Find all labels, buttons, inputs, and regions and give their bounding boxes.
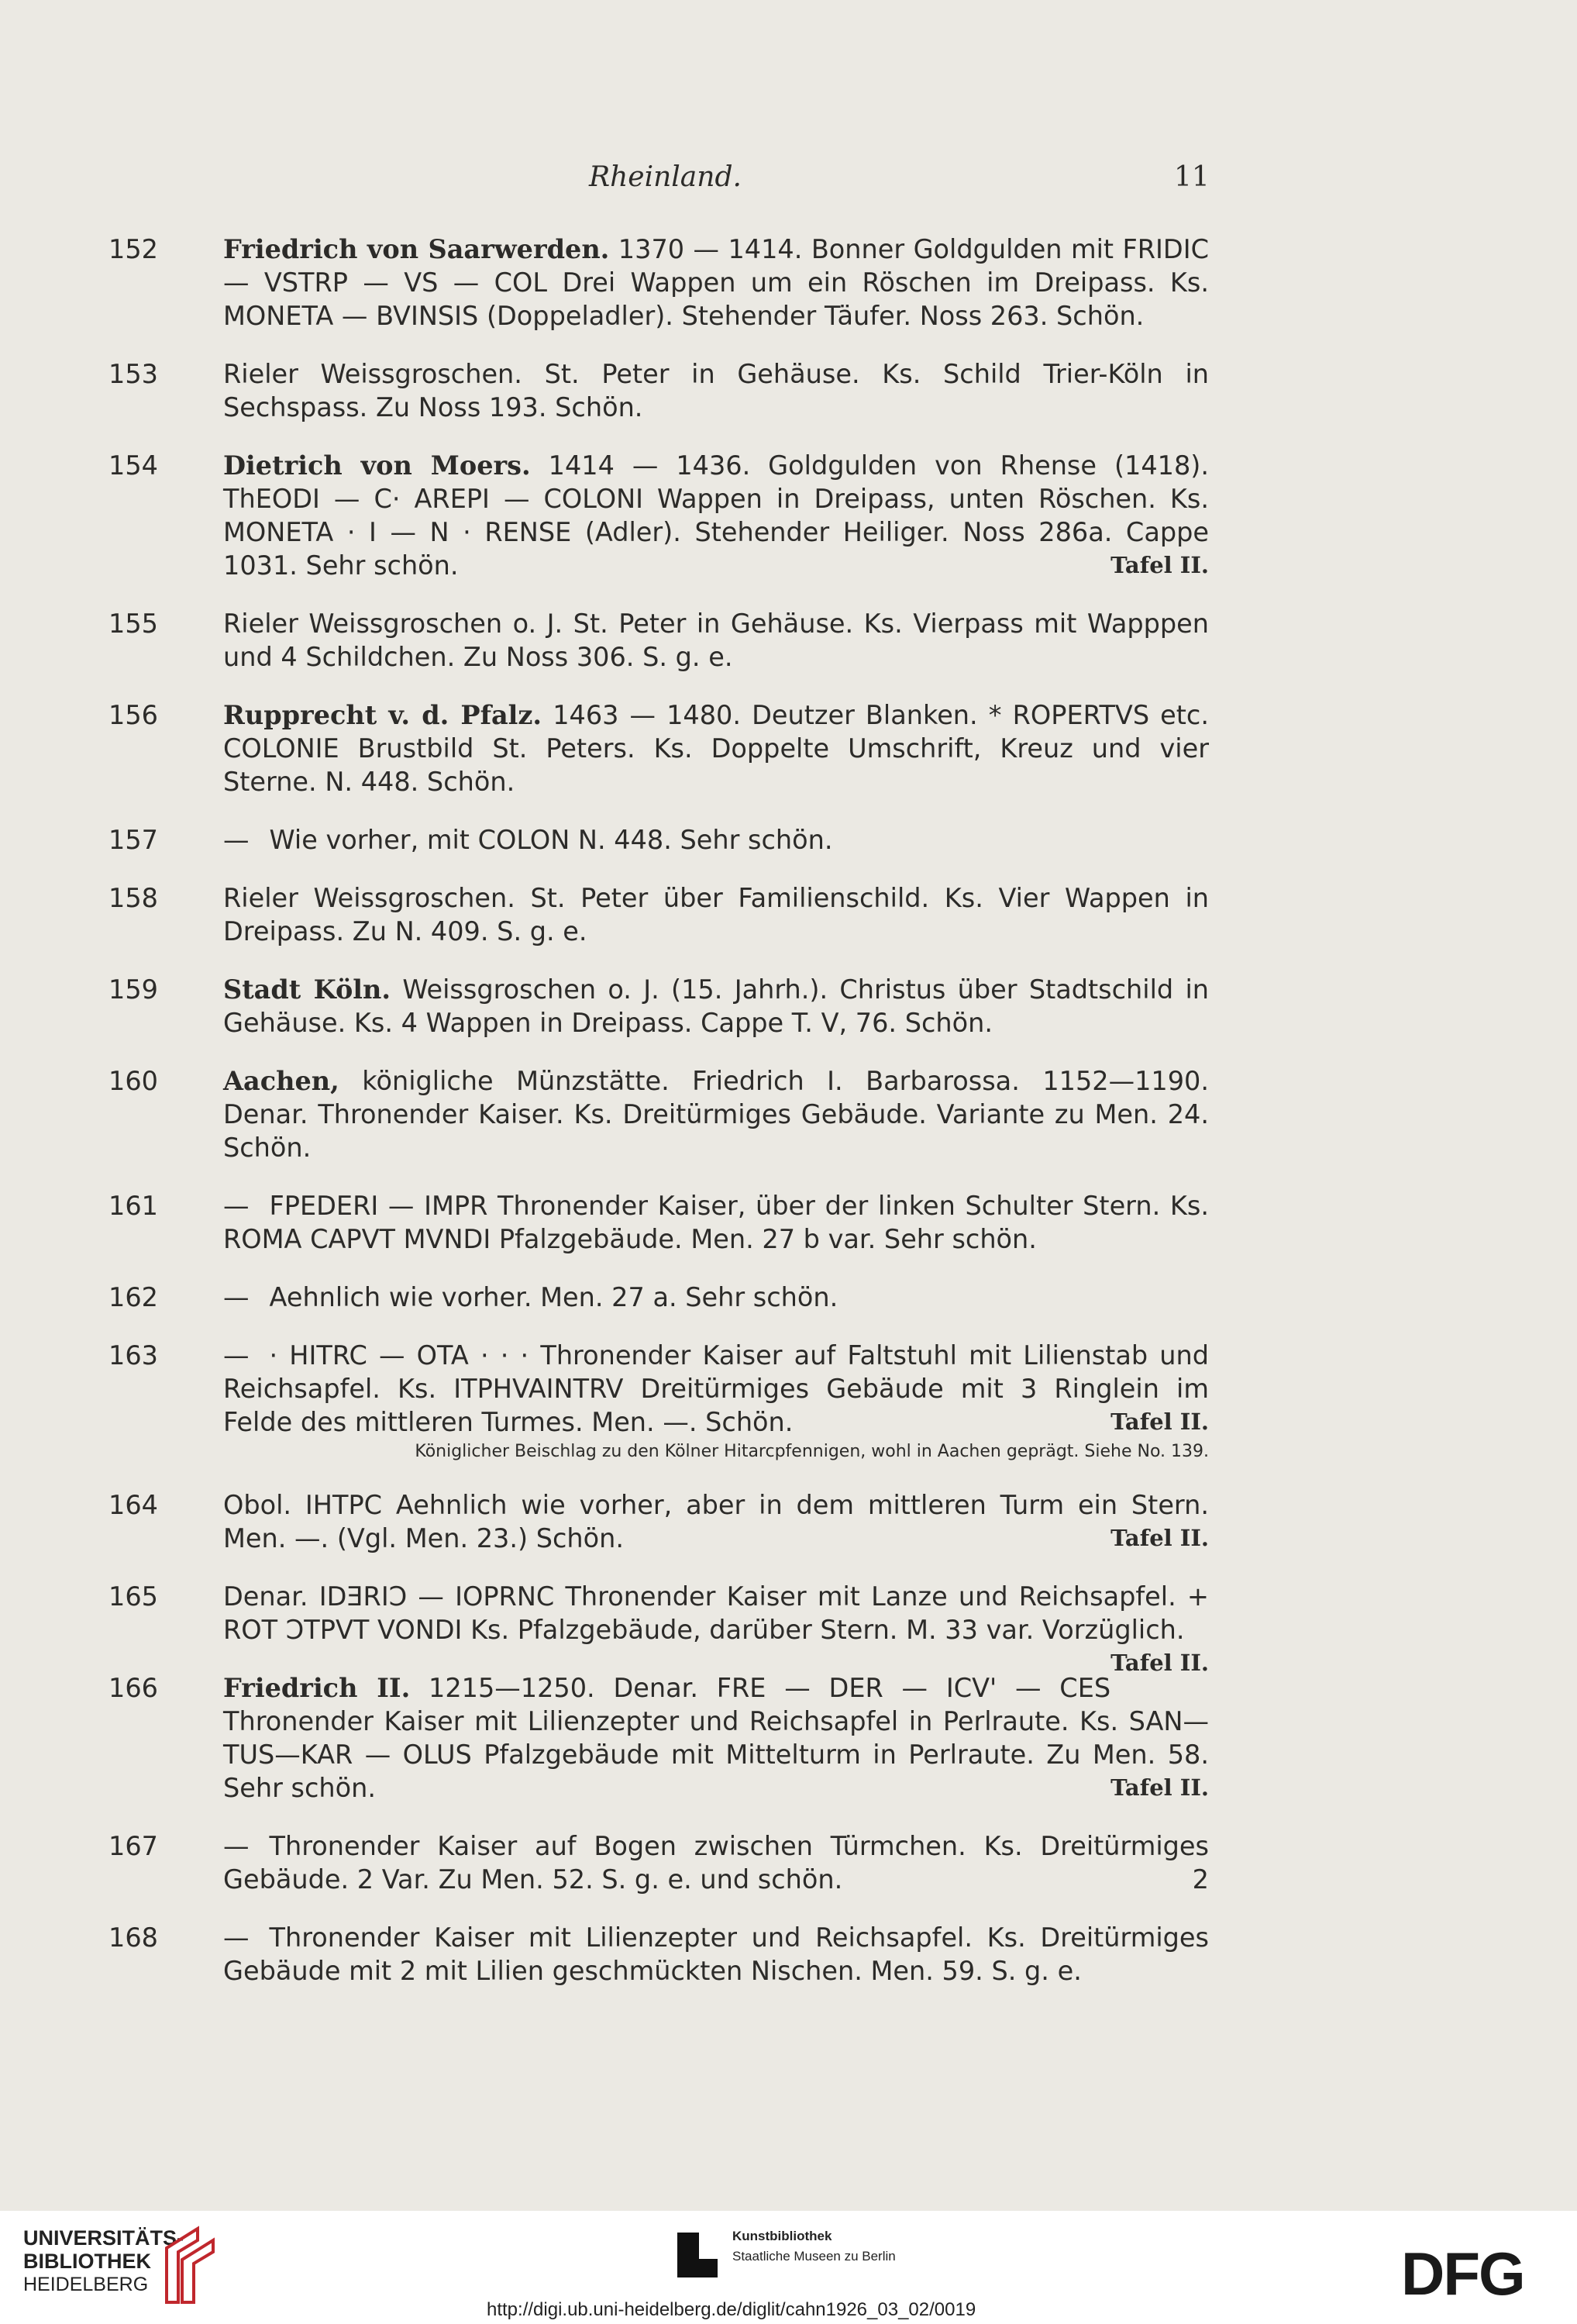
entry-dash: —	[223, 1340, 250, 1371]
entry-number: 166	[108, 1673, 158, 1703]
plate-reference: Tafel II.	[1110, 1650, 1209, 1676]
entry-number: 153	[108, 359, 158, 389]
uni-mark-icon	[159, 2225, 221, 2310]
entry-153	[108, 357, 1209, 424]
entry-number: 164	[108, 1490, 158, 1520]
entry-heading: Aachen,	[223, 1066, 339, 1096]
entry-description: 1414 — 1436. Goldgulden von Rhense (1418). ThEODI — C· AREPI — COLONI Wappen in Dreipass, unten Röschen. Ks. MONETA · I — N · RENSE (Adler). Stehender Heiliger. Noss 286a. Cappe 1031. Sehr schön.	[223, 450, 1209, 581]
entry-165	[108, 1580, 1209, 1676]
entry-description: Obol. IHTPC Aehnlich wie vorher, aber in dem mittleren Turm ein Stern. Men. —. (Vgl. Men. 23.) Schön.	[223, 1490, 1209, 1553]
entry-description: · HITRC — OTA · · · Thronender Kaiser auf Faltstuhl mit Lilienstab und Reichsapfel. Ks. ITPHVAINTRV Dreitürmiges Gebäude mit 3 Ringlein im Felde des mittleren Turmes. Men. —. Schön.	[223, 1340, 1209, 1437]
entry-description: 1370 — 1414. Bonner Goldgulden mit FRIDIC — VSTRP — VS — COL Drei Wappen um ein Röschen im Dreipass. Ks. MONETA — BVINSIS (Doppeladler). Stehender Täufer. Noss 263. Schön.	[223, 234, 1210, 331]
entry-heading: Friedrich von Saarwerden.	[223, 234, 610, 264]
kunstbibliothek-text[interactable]	[732, 2226, 896, 2267]
entry-heading: Stadt Köln.	[223, 974, 391, 1005]
entry-note: Königlicher Beischlag zu den Kölner Hitarcpfennigen, wohl in Aachen geprägt. Siehe No. 139.	[415, 1442, 1209, 1461]
catalog-entries	[108, 233, 1209, 2012]
entry-154	[108, 449, 1209, 582]
uni-logo-line1: UNIVERSITÄTS-	[23, 2226, 184, 2250]
footer-bar	[0, 2211, 1577, 2324]
entry-160	[108, 1064, 1209, 1164]
entry-count: 2	[1192, 1864, 1209, 1895]
entry-dash: —	[223, 825, 250, 855]
entry-number: 157	[108, 825, 158, 855]
entry-166	[108, 1671, 1209, 1805]
entry-161	[108, 1189, 1209, 1256]
entry-167	[108, 1829, 1209, 1896]
entry-number: 162	[108, 1282, 158, 1312]
entry-number: 152	[108, 234, 158, 264]
entry-163	[108, 1339, 1209, 1464]
running-title: Rheinland.	[589, 161, 742, 193]
entry-heading: Dietrich von Moers.	[223, 450, 531, 481]
entry-number: 159	[108, 974, 158, 1005]
entry-description: Rieler Weissgroschen. St. Peter in Gehäuse. Ks. Schild Trier-Köln in Sechspass. Zu Noss 193. Schön.	[223, 359, 1209, 422]
entry-number: 161	[108, 1191, 158, 1221]
entry-164	[108, 1488, 1209, 1555]
entry-description: Weissgroschen o. J. (15. Jahrh.). Christus über Stadtschild in Gehäuse. Ks. 4 Wappen in Dreipass. Cappe T. V, 76. Schön.	[223, 974, 1209, 1038]
entry-157	[108, 823, 1209, 857]
entry-description: Rieler Weissgroschen o. J. St. Peter in Gehäuse. Ks. Vierpass mit Wapppen und 4 Schildchen. Zu Noss 306. S. g. e.	[223, 609, 1209, 672]
entry-heading: Rupprecht v. d. Pfalz.	[223, 700, 542, 730]
entry-description: Thronender Kaiser mit Lilienzepter und Reichsapfel. Ks. Dreitürmiges Gebäude mit 2 mit Lilien geschmückten Nischen. Men. 59. S. g. e.	[223, 1922, 1209, 1986]
entry-number: 163	[108, 1340, 158, 1371]
uni-logo-line2: BIBLIOTHEK	[23, 2250, 151, 2273]
entry-168	[108, 1921, 1209, 1988]
entry-number: 168	[108, 1922, 158, 1953]
entry-number: 154	[108, 450, 158, 481]
entry-description: 1463 — 1480. Deutzer Blanken. * ROPERTVS etc. COLONIE Brustbild St. Peters. Ks. Doppelte Umschrift, Kreuz und vier Sterne. N. 448. Schön.	[223, 700, 1209, 797]
uni-logo-line3: HEIDELBERG	[23, 2274, 149, 2295]
entry-description: Aehnlich wie vorher. Men. 27 a. Sehr schön.	[269, 1282, 838, 1312]
entry-number: 155	[108, 609, 158, 639]
entry-description: Thronender Kaiser auf Bogen zwischen Türmchen. Ks. Dreitürmiges Gebäude. 2 Var. Zu Men. 52. S. g. e. und schön.	[223, 1831, 1209, 1895]
plate-reference: Tafel II.	[1110, 552, 1209, 578]
entry-158	[108, 881, 1209, 948]
entry-159	[108, 973, 1209, 1040]
entry-number: 158	[108, 883, 158, 913]
plate-reference: Tafel II.	[1110, 1525, 1209, 1551]
entry-155	[108, 607, 1209, 674]
entry-152	[108, 233, 1209, 333]
entry-description: Wie vorher, mit COLON N. 448. Sehr schön.	[269, 825, 833, 855]
entry-number: 156	[108, 700, 158, 730]
entry-dash: —	[223, 1282, 250, 1312]
entry-dash: —	[223, 1831, 250, 1861]
entry-description: FPEDERI — IMPR Thronender Kaiser, über der linken Schulter Stern. Ks. ROMA CAPVT MVNDI Pfalzgebäude. Men. 27 b var. Sehr schön.	[223, 1191, 1209, 1254]
kunstbibliothek-logo-icon	[674, 2228, 721, 2282]
plate-reference: Tafel II.	[1110, 1774, 1209, 1801]
entry-description: Rieler Weissgroschen. St. Peter über Familienschild. Ks. Vier Wappen in Dreipass. Zu N. 409. S. g. e.	[223, 883, 1209, 946]
kb-line2: Staatliche Museen zu Berlin	[732, 2249, 896, 2264]
entry-156	[108, 698, 1209, 798]
entry-162	[108, 1281, 1209, 1314]
page-header	[0, 161, 1577, 208]
entry-dash: —	[223, 1922, 250, 1953]
entry-description: 1215—1250. Denar. FRE — DER — ICV' — CES Thronender Kaiser mit Lilienzepter und Reichsapfel in Perlraute. Ks. SAN—TUS—KAR — OLUS Pfalzgebäude mit Mittelturm in Perlraute. Zu Men. 58. Sehr schön.	[223, 1673, 1209, 1803]
plate-reference: Tafel II.	[1110, 1409, 1209, 1435]
entry-number: 160	[108, 1066, 158, 1096]
entry-description: königliche Münzstätte. Friedrich I. Barbarossa. 1152—1190. Denar. Thronender Kaiser. Ks. Dreitürmiges Gebäude. Variante zu Men. 24. Schön.	[223, 1066, 1209, 1163]
entry-description: Denar. IDƎRIƆ — IOPRNC Thronender Kaiser mit Lanze und Reichsapfel. + ROT ƆTPVT VONDI Ks. Pfalzgebäude, darüber Stern. M. 33 var. Vorzüglich.	[223, 1581, 1209, 1645]
dfg-logo[interactable]: DFG	[1401, 2240, 1524, 2308]
entry-number: 165	[108, 1581, 158, 1612]
permalink-url[interactable]: http://digi.ub.uni-heidelberg.de/diglit/cahn1926_03_02/0019	[487, 2299, 976, 2320]
entry-heading: Friedrich II.	[223, 1673, 411, 1703]
entry-dash: —	[223, 1191, 250, 1221]
kb-line1: Kunstbibliothek	[732, 2229, 832, 2243]
entry-number: 167	[108, 1831, 158, 1861]
page-number: 11	[1174, 161, 1210, 193]
